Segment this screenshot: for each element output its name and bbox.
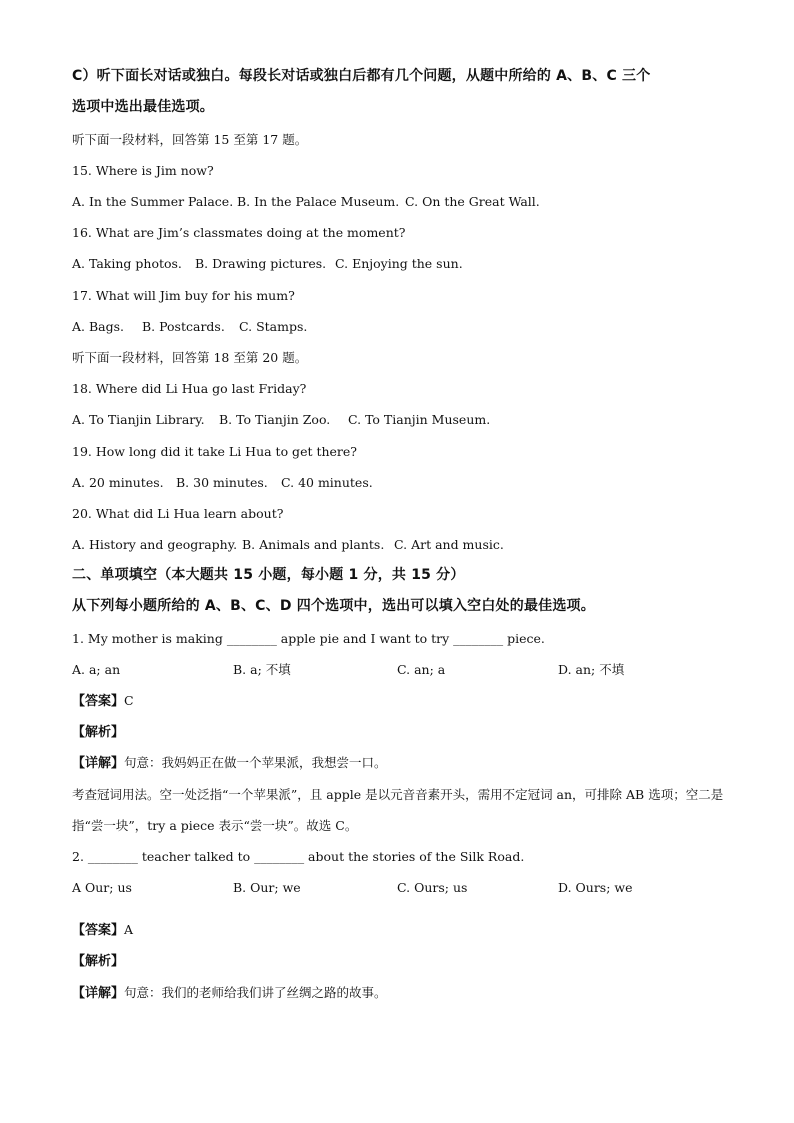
detail-tag: 【详解】 [72, 756, 125, 771]
option-b: B. 30 minutes. [176, 475, 268, 490]
option-c: C. To Tianjin Museum. [348, 412, 491, 427]
detail-tag: 【详解】 [72, 986, 125, 1001]
option-d: D. an; 不填 [558, 662, 625, 677]
question-2-detail [72, 984, 734, 1003]
answer-tag: 【答案】 [72, 923, 125, 938]
answer-value: A [124, 922, 134, 937]
option-b: B. Postcards. [142, 319, 225, 334]
option-a: A. To Tianjin Library. [72, 412, 205, 427]
question-1-detail [72, 754, 734, 773]
option-d: D. Ours; we [558, 880, 633, 895]
option-c: C. On the Great Wall. [405, 194, 540, 209]
section-2-heading: 二、单项填空（本大题共 15 小题，每小题 1 分，共 15 分） [72, 567, 465, 583]
question-1-analysis [72, 723, 734, 742]
question-2-stem: 2. ________ teacher talked to ________ about the stories of the Silk Road. [72, 849, 525, 864]
option-a: A. a; an [72, 662, 121, 677]
section-2-instruction: 从下列每小题所给的 A、B、C、D 四个选项中，选出可以填入空白处的最佳选项。 [72, 598, 595, 614]
option-b: B. Our; we [233, 880, 301, 895]
option-b: B. a; 不填 [233, 662, 291, 677]
question-1-answer [72, 692, 734, 711]
option-b: B. Drawing pictures. [195, 256, 327, 271]
option-a: A. Taking photos. [72, 256, 182, 271]
option-c: C. Ours; us [397, 880, 468, 895]
material2-intro: 听下面一段材料，回答第 18 至第 20 题。 [72, 350, 308, 365]
section-c-heading-line1: C）听下面长对话或独白。每段长对话或独白后都有几个问题，从题中所给的 A、B、C 三个 [72, 68, 651, 84]
answer-value: C [124, 693, 134, 708]
analysis-tag: 【解析】 [72, 954, 125, 969]
option-c: C. Art and music. [394, 537, 504, 552]
detail-text: 句意：我妈妈正在做一个苹果派，我想尝一口。 [124, 755, 387, 770]
question-2-answer [72, 921, 734, 940]
option-c: C. an; a [397, 662, 446, 677]
question-15: 15. Where is Jim now? [72, 163, 214, 178]
material1-intro: 听下面一段材料，回答第 15 至第 17 题。 [72, 132, 308, 147]
analysis-tag: 【解析】 [72, 725, 125, 740]
option-a: A. History and geography. [72, 537, 238, 552]
answer-tag: 【答案】 [72, 694, 125, 709]
option-c: C. Enjoying the sun. [335, 256, 463, 271]
option-a: A. In the Summer Palace. [72, 194, 234, 209]
option-b: B. Animals and plants. [242, 537, 385, 552]
detail-text: 句意：我们的老师给我们讲了丝绸之路的故事。 [124, 985, 387, 1000]
question-17: 17. What will Jim buy for his mum? [72, 288, 295, 303]
option-a: A. 20 minutes. [72, 475, 164, 490]
question-16: 16. What are Jim’s classmates doing at the moment? [72, 225, 406, 240]
option-c: C. Stamps. [239, 319, 308, 334]
question-18: 18. Where did Li Hua go last Friday? [72, 381, 307, 396]
option-c: C. 40 minutes. [281, 475, 373, 490]
question-20: 20. What did Li Hua learn about? [72, 506, 284, 521]
question-19: 19. How long did it take Li Hua to get there? [72, 444, 358, 459]
question-1-stem: 1. My mother is making ________ apple pie and I want to try ________ piece. [72, 631, 545, 646]
question-1-explanation: 考查冠词用法。空一处泛指“一个苹果派”，且 apple 是以元音音素开头，需用不定冠词 an，可排除 AB 选项；空二是指“尝一块”，try a piece 表示“尝一块”。故选 C。 [72, 787, 724, 833]
option-b: B. In the Palace Museum. [237, 194, 400, 209]
option-a: A Our; us [72, 880, 132, 895]
question-2-analysis [72, 952, 734, 971]
option-b: B. To Tianjin Zoo. [219, 412, 331, 427]
option-a: A. Bags. [72, 319, 125, 334]
section-c-heading-line2: 选项中选出最佳选项。 [72, 99, 214, 115]
